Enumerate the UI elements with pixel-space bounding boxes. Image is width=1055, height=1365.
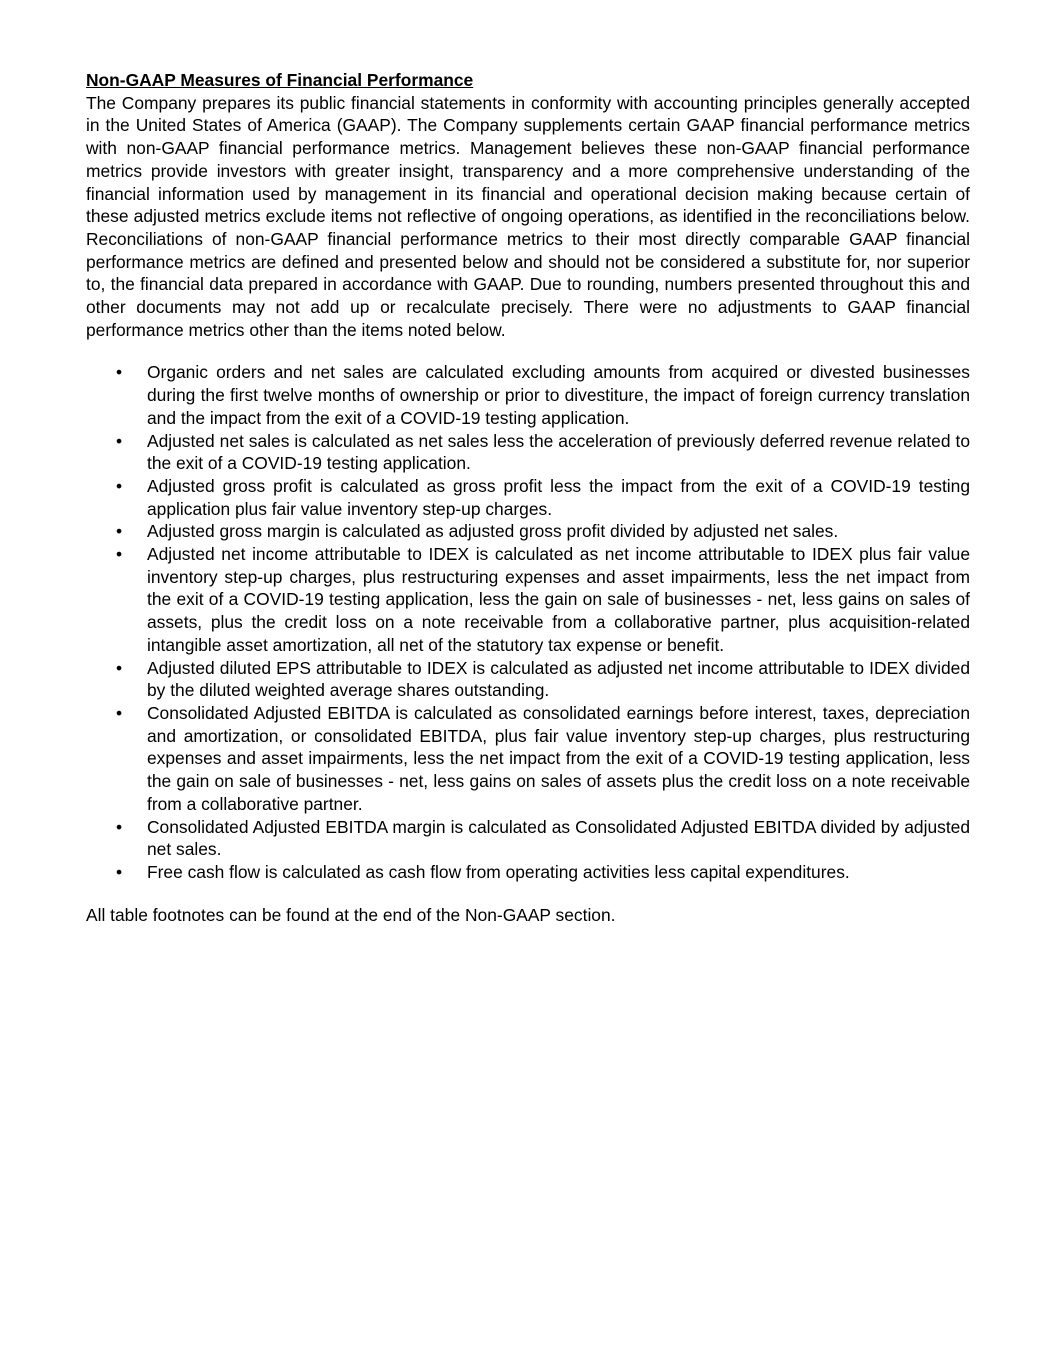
list-item <box>86 657 970 702</box>
list-item <box>86 543 970 657</box>
bullet-icon: • <box>116 702 123 723</box>
list-item-text: Organic orders and net sales are calculated excluding amounts from acquired or divested businesses during the first twelve months of ownership or prior to divestiture, the impact of foreign currency translation and the impact from the exit of a COVID-19 testing application. <box>147 362 970 428</box>
list-item <box>86 520 970 543</box>
bullet-icon: • <box>116 861 123 882</box>
list-item <box>86 361 970 429</box>
list-item-text: Adjusted gross profit is calculated as gross profit less the impact from the exit of a COVID-19 testing application plus fair value inventory step-up charges. <box>147 475 970 519</box>
list-item <box>86 816 970 861</box>
definitions-list <box>86 361 970 883</box>
bullet-icon: • <box>116 657 123 678</box>
list-item-text: Adjusted net income attributable to IDEX is calculated as net income attributable to IDEX plus fair value inventory step-up charges, plus restructuring expenses and asset impairments, less the net impact from the exit of a COVID-19 testing application, less the gain on sale of businesses - net, less gains on sales of assets, plus the credit loss on a note receivable from a collaborative partner, plus acquisition-related intangible asset amortization, all net of the statutory tax expense or benefit. <box>147 544 970 655</box>
bullet-icon: • <box>116 362 123 383</box>
list-item-text: Adjusted diluted EPS attributable to IDEX is calculated as adjusted net income attributable to IDEX divided by the diluted weighted average shares outstanding. <box>147 657 970 701</box>
list-item <box>86 430 970 475</box>
list-item <box>86 702 970 816</box>
document-page <box>86 69 970 926</box>
bullet-icon: • <box>116 475 123 496</box>
list-item <box>86 475 970 520</box>
list-item-text: Adjusted net sales is calculated as net sales less the acceleration of previously deferred revenue related to the exit of a COVID-19 testing application. <box>147 430 970 474</box>
section-heading: Non-GAAP Measures of Financial Performance <box>86 70 474 90</box>
bullet-icon: • <box>116 544 123 565</box>
bullet-icon: • <box>116 816 123 837</box>
list-item-text: Consolidated Adjusted EBITDA is calculated as consolidated earnings before interest, taxes, depreciation and amortization, or consolidated EBITDA, plus fair value inventory step-up charges, plus restructuring expenses and asset impairments, less the net impact from the exit of a COVID-19 testing application, less the gain on sale of businesses - net, less gains on sales of assets plus the credit loss on a note receivable from a collaborative partner. <box>147 702 970 814</box>
footnote-text: All table footnotes can be found at the end of the Non-GAAP section. <box>86 904 616 925</box>
list-item <box>86 861 970 884</box>
list-item-text: Consolidated Adjusted EBITDA margin is calculated as Consolidated Adjusted EBITDA divided by adjusted net sales. <box>147 816 970 860</box>
list-item-text: Free cash flow is calculated as cash flow from operating activities less capital expenditures. <box>147 861 850 882</box>
bullet-icon: • <box>116 430 123 451</box>
intro-paragraph: The Company prepares its public financial statements in conformity with accounting principles generally accepted in the United States of America (GAAP). The Company supplements certain GAAP financial performance metrics with non-GAAP financial performance metrics. Management believes these non-GAAP financial performance metrics provide investors with greater insight, transparency and a more comprehensive understanding of the financial information used by management in its financial and operational decision making because certain of these adjusted metrics exclude items not reflective of ongoing operations, as identified in the reconciliations below. Reconciliations of non-GAAP financial performance metrics to their most directly comparable GAAP financial performance metrics are defined and presented below and should not be considered a substitute for, nor superior to, the financial data prepared in accordance with GAAP. Due to rounding, numbers presented throughout this and other documents may not add up or recalculate precisely. There were no adjustments to GAAP financial performance metrics other than the items noted below. <box>86 92 970 340</box>
bullet-icon: • <box>116 521 123 542</box>
list-item-text: Adjusted gross margin is calculated as adjusted gross profit divided by adjusted net sales. <box>147 521 839 542</box>
